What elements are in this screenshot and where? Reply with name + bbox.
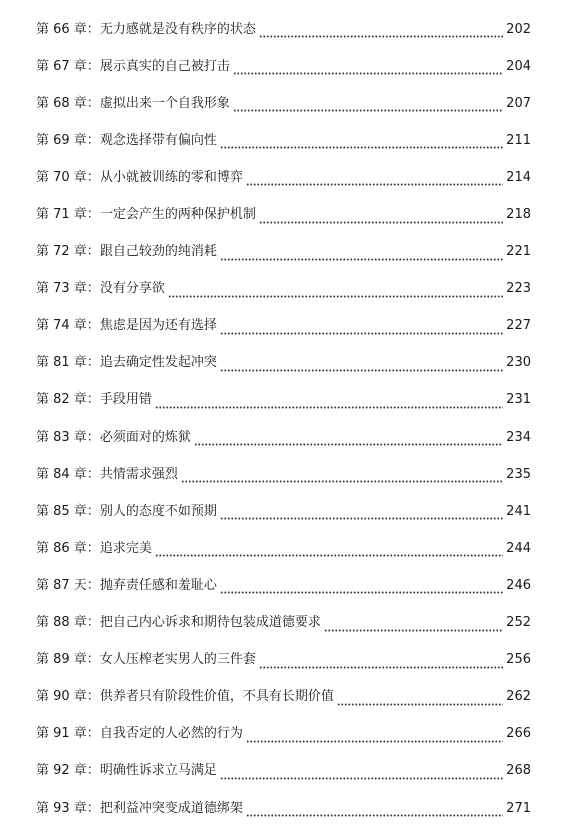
dot-leader — [220, 581, 503, 594]
chapter-title: 观念选择带有偏向性 — [99, 132, 217, 148]
toc-entry[interactable] — [36, 271, 531, 308]
chapter-title: 供养者只有阶段性价值，不具有长期价值 — [99, 689, 334, 705]
page-number: 207 — [506, 95, 531, 111]
chapter-title: 焦虑是因为还有选择 — [99, 318, 217, 334]
chapter-title: 展示真实的自己被打击 — [99, 58, 230, 74]
chapter-title: 一定会产生的两种保护机制 — [99, 207, 256, 223]
chapter-title: 必须面对的炼狱 — [99, 429, 191, 445]
chapter-title: 别人的态度不如预期 — [99, 503, 217, 519]
dot-leader — [259, 211, 503, 224]
page-number: 235 — [506, 466, 531, 482]
toc-entry[interactable] — [36, 11, 531, 48]
dot-leader — [324, 619, 503, 632]
page-number: 244 — [506, 540, 531, 556]
page-number: 271 — [506, 800, 531, 816]
dot-leader — [220, 322, 503, 335]
toc-entry[interactable] — [36, 605, 531, 642]
chapter-title: 追去确定性发起冲突 — [99, 355, 217, 371]
dot-leader — [259, 656, 503, 669]
chapter-number: 第 88 章： — [36, 615, 100, 631]
page-number: 211 — [506, 132, 531, 148]
toc-entry[interactable] — [36, 419, 531, 456]
toc-entry[interactable] — [36, 159, 531, 196]
page-number: 223 — [506, 281, 531, 297]
chapter-title: 明确性诉求立马满足 — [99, 763, 217, 779]
chapter-title: 共情需求强烈 — [99, 466, 178, 482]
chapter-title: 把自己内心诉求和期待包装成道德要求 — [99, 615, 321, 631]
chapter-number: 第 86 章： — [36, 540, 100, 556]
chapter-number: 第 68 章： — [36, 95, 100, 111]
page-number: 221 — [506, 244, 531, 260]
toc-entry[interactable] — [36, 48, 531, 85]
chapter-number: 第 74 章： — [36, 318, 100, 334]
page-number: 246 — [506, 577, 531, 593]
dot-leader — [246, 173, 503, 186]
chapter-title: 没有分享欲 — [99, 281, 165, 297]
dot-leader — [220, 767, 503, 780]
chapter-number: 第 85 章： — [36, 503, 100, 519]
page-number: 262 — [506, 689, 531, 705]
chapter-number: 第 69 章： — [36, 132, 100, 148]
chapter-number: 第 66 章： — [36, 21, 100, 37]
chapter-number: 第 84 章： — [36, 466, 100, 482]
toc-entry[interactable] — [36, 122, 531, 159]
toc-entry[interactable] — [36, 530, 531, 567]
toc-entry[interactable] — [36, 567, 531, 604]
dot-leader — [155, 544, 503, 557]
chapter-number: 第 91 章： — [36, 726, 100, 742]
toc-entry[interactable] — [36, 308, 531, 345]
page-number: 266 — [506, 726, 531, 742]
page-number: 234 — [506, 429, 531, 445]
toc-entry[interactable] — [36, 345, 531, 382]
dot-leader — [220, 248, 503, 261]
chapter-number: 第 90 章： — [36, 689, 100, 705]
toc-entry[interactable] — [36, 679, 531, 716]
chapter-number: 第 87 天： — [36, 577, 100, 593]
chapter-title: 跟自己较劲的纯消耗 — [99, 244, 217, 260]
dot-leader — [220, 359, 503, 372]
page-number: 252 — [506, 615, 531, 631]
chapter-number: 第 81 章： — [36, 355, 100, 371]
chapter-number: 第 83 章： — [36, 429, 100, 445]
chapter-title: 女人压榨老实男人的三件套 — [99, 652, 256, 668]
dot-leader — [246, 804, 503, 817]
toc-entry[interactable] — [36, 196, 531, 233]
toc-entry[interactable] — [36, 85, 531, 122]
toc-entry[interactable] — [36, 382, 531, 419]
chapter-number: 第 89 章： — [36, 652, 100, 668]
page-number: 256 — [506, 652, 531, 668]
toc-entry[interactable] — [36, 716, 531, 753]
toc-entry[interactable] — [36, 493, 531, 530]
chapter-number: 第 92 章： — [36, 763, 100, 779]
chapter-number: 第 70 章： — [36, 169, 100, 185]
dot-leader — [233, 62, 503, 75]
page-number: 231 — [506, 392, 531, 408]
toc-entry[interactable] — [36, 790, 531, 827]
toc-entry[interactable] — [36, 753, 531, 790]
page-number: 218 — [506, 207, 531, 223]
dot-leader — [259, 25, 503, 38]
page-number: 214 — [506, 169, 531, 185]
chapter-number: 第 67 章： — [36, 58, 100, 74]
dot-leader — [233, 99, 503, 112]
chapter-number: 第 71 章： — [36, 207, 100, 223]
dot-leader — [194, 433, 503, 446]
chapter-title: 抛弃责任感和羞耻心 — [99, 577, 217, 593]
table-of-contents — [36, 11, 531, 827]
page-number: 227 — [506, 318, 531, 334]
chapter-title: 追求完美 — [99, 540, 152, 556]
page-number: 241 — [506, 503, 531, 519]
dot-leader — [155, 396, 503, 409]
chapter-number: 第 82 章： — [36, 392, 100, 408]
chapter-title: 自我否定的人必然的行为 — [99, 726, 243, 742]
page-number: 230 — [506, 355, 531, 371]
toc-entry[interactable] — [36, 234, 531, 271]
chapter-title: 无力感就是没有秩序的状态 — [99, 21, 256, 37]
chapter-number: 第 93 章： — [36, 800, 100, 816]
page-number: 202 — [506, 21, 531, 37]
toc-entry[interactable] — [36, 456, 531, 493]
dot-leader — [181, 470, 503, 483]
chapter-number: 第 72 章： — [36, 244, 100, 260]
dot-leader — [168, 285, 503, 298]
toc-entry[interactable] — [36, 642, 531, 679]
chapter-title: 把利益冲突变成道德绑架 — [99, 800, 243, 816]
chapter-title: 手段用错 — [99, 392, 152, 408]
page-number: 204 — [506, 58, 531, 74]
page-number: 268 — [506, 763, 531, 779]
chapter-title: 虚拟出来一个自我形象 — [99, 95, 230, 111]
dot-leader — [220, 136, 503, 149]
dot-leader — [220, 507, 503, 520]
dot-leader — [246, 730, 503, 743]
dot-leader — [337, 693, 503, 706]
chapter-title: 从小就被训练的零和博弈 — [99, 169, 243, 185]
chapter-number: 第 73 章： — [36, 281, 100, 297]
